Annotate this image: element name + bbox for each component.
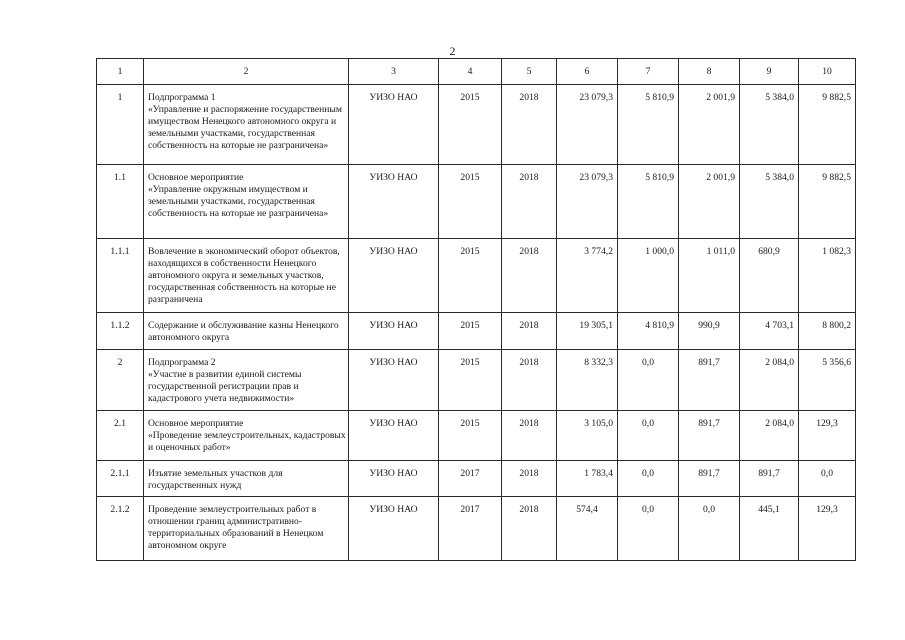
value-2018-cell: 0,0 [799, 461, 856, 497]
value-2016-cell: 1 011,0 [679, 239, 740, 313]
table-row [97, 239, 856, 313]
column-header: 9 [740, 59, 799, 85]
total-cell: 1 783,4 [557, 461, 618, 497]
total-cell: 574,4 [557, 497, 618, 561]
table-row [97, 350, 856, 411]
row-number: 1.1.1 [97, 239, 144, 313]
value-2015-cell: 0,0 [618, 461, 679, 497]
value-2016-cell: 891,7 [679, 411, 740, 461]
row-title: Вовлечение в экономический оборот объектов, находящихся в собственности Ненецкого автономного округа и земельных участков, государственная собственность на которые не разграничена [144, 239, 349, 313]
value-2016-cell: 0,0 [679, 497, 740, 561]
table-row [97, 411, 856, 461]
start-year-cell: 2015 [439, 239, 502, 313]
value-2017-cell: 445,1 [740, 497, 799, 561]
end-year-cell: 2018 [502, 497, 557, 561]
start-year-cell: 2017 [439, 461, 502, 497]
row-title: Основное мероприятие «Проведение землеустроительных, кадастровых и оценочных работ» [144, 411, 349, 461]
start-year-cell: 2017 [439, 497, 502, 561]
value-2018-cell: 9 882,5 [799, 165, 856, 239]
total-cell: 3 774,2 [557, 239, 618, 313]
value-2015-cell: 5 810,9 [618, 165, 679, 239]
executor-cell: УИЗО НАО [349, 411, 439, 461]
end-year-cell: 2018 [502, 165, 557, 239]
value-2017-cell: 4 703,1 [740, 313, 799, 350]
table-row [97, 461, 856, 497]
value-2015-cell: 5 810,9 [618, 85, 679, 165]
table-row [97, 313, 856, 350]
total-cell: 8 332,3 [557, 350, 618, 411]
total-cell: 19 305,1 [557, 313, 618, 350]
column-header: 7 [618, 59, 679, 85]
row-number: 1.1 [97, 165, 144, 239]
value-2018-cell: 129,3 [799, 411, 856, 461]
value-2015-cell: 4 810,9 [618, 313, 679, 350]
value-2018-cell: 129,3 [799, 497, 856, 561]
end-year-cell: 2018 [502, 239, 557, 313]
value-2018-cell: 9 882,5 [799, 85, 856, 165]
value-2015-cell: 0,0 [618, 497, 679, 561]
value-2017-cell: 680,9 [740, 239, 799, 313]
executor-cell: УИЗО НАО [349, 497, 439, 561]
start-year-cell: 2015 [439, 165, 502, 239]
column-header: 5 [502, 59, 557, 85]
column-header: 8 [679, 59, 740, 85]
table-row [97, 165, 856, 239]
value-2015-cell: 0,0 [618, 411, 679, 461]
budget-table [96, 58, 856, 561]
total-cell: 23 079,3 [557, 85, 618, 165]
end-year-cell: 2018 [502, 85, 557, 165]
start-year-cell: 2015 [439, 350, 502, 411]
end-year-cell: 2018 [502, 461, 557, 497]
value-2016-cell: 990,9 [679, 313, 740, 350]
row-title: Изъятие земельных участков для государственных нужд [144, 461, 349, 497]
column-header: 2 [144, 59, 349, 85]
end-year-cell: 2018 [502, 313, 557, 350]
row-number: 2.1.2 [97, 497, 144, 561]
start-year-cell: 2015 [439, 411, 502, 461]
column-header: 10 [799, 59, 856, 85]
value-2018-cell: 1 082,3 [799, 239, 856, 313]
value-2016-cell: 2 001,9 [679, 85, 740, 165]
column-header: 4 [439, 59, 502, 85]
table-body [97, 85, 856, 561]
executor-cell: УИЗО НАО [349, 165, 439, 239]
end-year-cell: 2018 [502, 411, 557, 461]
total-cell: 3 105,0 [557, 411, 618, 461]
executor-cell: УИЗО НАО [349, 461, 439, 497]
value-2016-cell: 891,7 [679, 350, 740, 411]
row-title: Подпрограмма 1 «Управление и распоряжение государственным имуществом Ненецкого автономного округа и земельными участками, государственная собственность на которые не разграничена» [144, 85, 349, 165]
start-year-cell: 2015 [439, 313, 502, 350]
value-2016-cell: 2 001,9 [679, 165, 740, 239]
row-number: 2.1 [97, 411, 144, 461]
column-header: 3 [349, 59, 439, 85]
executor-cell: УИЗО НАО [349, 313, 439, 350]
table-row [97, 85, 856, 165]
row-title: Подпрограмма 2 «Участие в развитии единой системы государственной регистрации прав и кадастрового учета недвижимости» [144, 350, 349, 411]
row-number: 2 [97, 350, 144, 411]
table-row [97, 497, 856, 561]
value-2015-cell: 1 000,0 [618, 239, 679, 313]
header-row [97, 59, 856, 85]
total-cell: 23 079,3 [557, 165, 618, 239]
column-header: 1 [97, 59, 144, 85]
value-2018-cell: 8 800,2 [799, 313, 856, 350]
value-2018-cell: 5 356,6 [799, 350, 856, 411]
column-header: 6 [557, 59, 618, 85]
row-title: Проведение землеустроительных работ в отношении границ административно-территориальных образований в Ненецком автономном округе [144, 497, 349, 561]
value-2017-cell: 891,7 [740, 461, 799, 497]
row-title: Основное мероприятие «Управление окружным имуществом и земельными участками, государственная собственность на которые не разграничена» [144, 165, 349, 239]
start-year-cell: 2015 [439, 85, 502, 165]
row-number: 1 [97, 85, 144, 165]
row-number: 1.1.2 [97, 313, 144, 350]
executor-cell: УИЗО НАО [349, 239, 439, 313]
value-2017-cell: 2 084,0 [740, 411, 799, 461]
value-2016-cell: 891,7 [679, 461, 740, 497]
row-number: 2.1.1 [97, 461, 144, 497]
row-title: Содержание и обслуживание казны Ненецкого автономного округа [144, 313, 349, 350]
value-2017-cell: 5 384,0 [740, 165, 799, 239]
end-year-cell: 2018 [502, 350, 557, 411]
value-2017-cell: 2 084,0 [740, 350, 799, 411]
executor-cell: УИЗО НАО [349, 350, 439, 411]
value-2015-cell: 0,0 [618, 350, 679, 411]
page-number: 2 [449, 44, 456, 58]
executor-cell: УИЗО НАО [349, 85, 439, 165]
value-2017-cell: 5 384,0 [740, 85, 799, 165]
